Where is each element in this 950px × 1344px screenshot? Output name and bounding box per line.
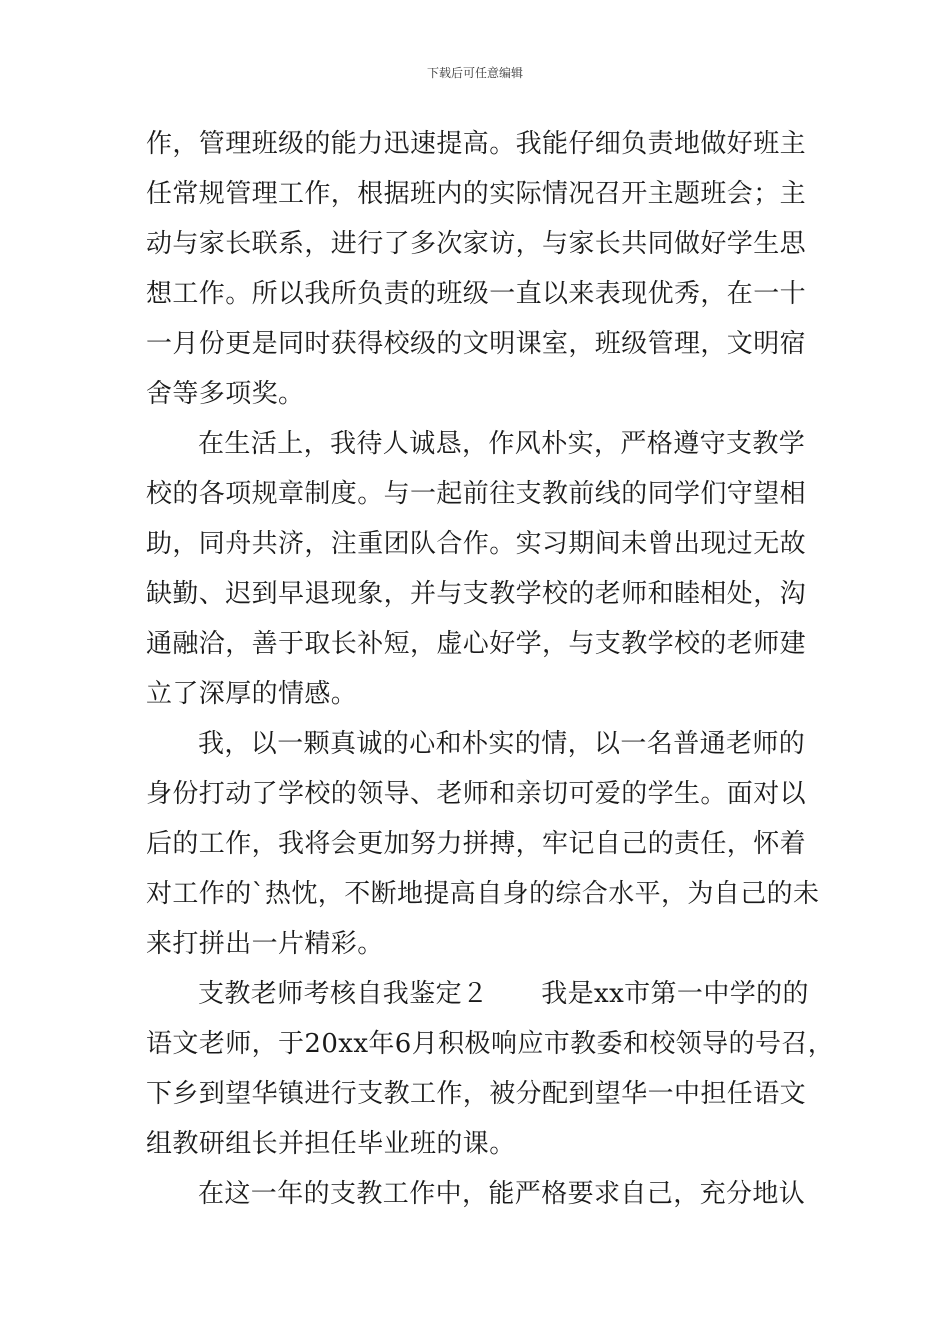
- page-header: 下载后可任意编辑: [426, 66, 523, 80]
- document-body: [146, 126, 835, 1226]
- text-line: 身份打动了学校的领导、老师和亲切可爱的学生。面对以: [146, 779, 807, 809]
- text-line: 一月份更是同时获得校级的文明课室，班级管理，文明宿: [146, 329, 807, 359]
- paragraph-start-line: 我，以一颗真诚的心和朴实的情，以一名普通老师的: [198, 729, 806, 759]
- text-line: 动与家长联系，进行了多次家访，与家长共同做好学生思: [146, 229, 807, 259]
- text-line: 想工作。所以我所负责的班级一直以来表现优秀，在一十: [146, 279, 807, 309]
- text-line: 下乡到望华镇进行支教工作，被分配到望华一中担任语文: [146, 1079, 807, 1109]
- text-line: 舍等多项奖。: [146, 379, 305, 409]
- text-line: 缺勤、迟到早退现象，并与支教学校的老师和睦相处，沟: [146, 579, 807, 609]
- text-line: 对工作的`热忱，不断地提高自身的综合水平，为自己的未: [146, 879, 820, 909]
- text-line: 立了深厚的情感。: [146, 679, 358, 709]
- text-line: 后的工作，我将会更加努力拼搏，牢记自己的责任，怀着: [146, 829, 807, 859]
- text-line: 作，管理班级的能力迅速提高。我能仔细负责地做好班主: [146, 129, 807, 159]
- text-line: 助，同舟共济，注重团队合作。实习期间未曾出现过无故: [146, 529, 807, 559]
- paragraph-start-line: 在这一年的支教工作中，能严格要求自己，充分地认: [198, 1179, 806, 1209]
- paragraph-start-line: 在生活上，我待人诚恳，作风朴实，严格遵守支教学: [198, 429, 806, 459]
- text-line: 组教研组长并担任毕业班的课。: [146, 1129, 516, 1159]
- paragraph-start-line: 支教老师考核自我鉴定２ 我是xx市第一中学的的: [198, 979, 809, 1009]
- text-line: 任常规管理工作，根据班内的实际情况召开主题班会；主: [146, 179, 807, 209]
- text-line: 语文老师，于20xx年6月积极响应市教委和校领导的号召，: [146, 1029, 835, 1059]
- text-line: 校的各项规章制度。与一起前往支教前线的同学们守望相: [146, 479, 807, 509]
- text-line: 通融洽，善于取长补短，虚心好学，与支教学校的老师建: [146, 629, 807, 659]
- text-line: 来打拼出一片精彩。: [146, 929, 384, 959]
